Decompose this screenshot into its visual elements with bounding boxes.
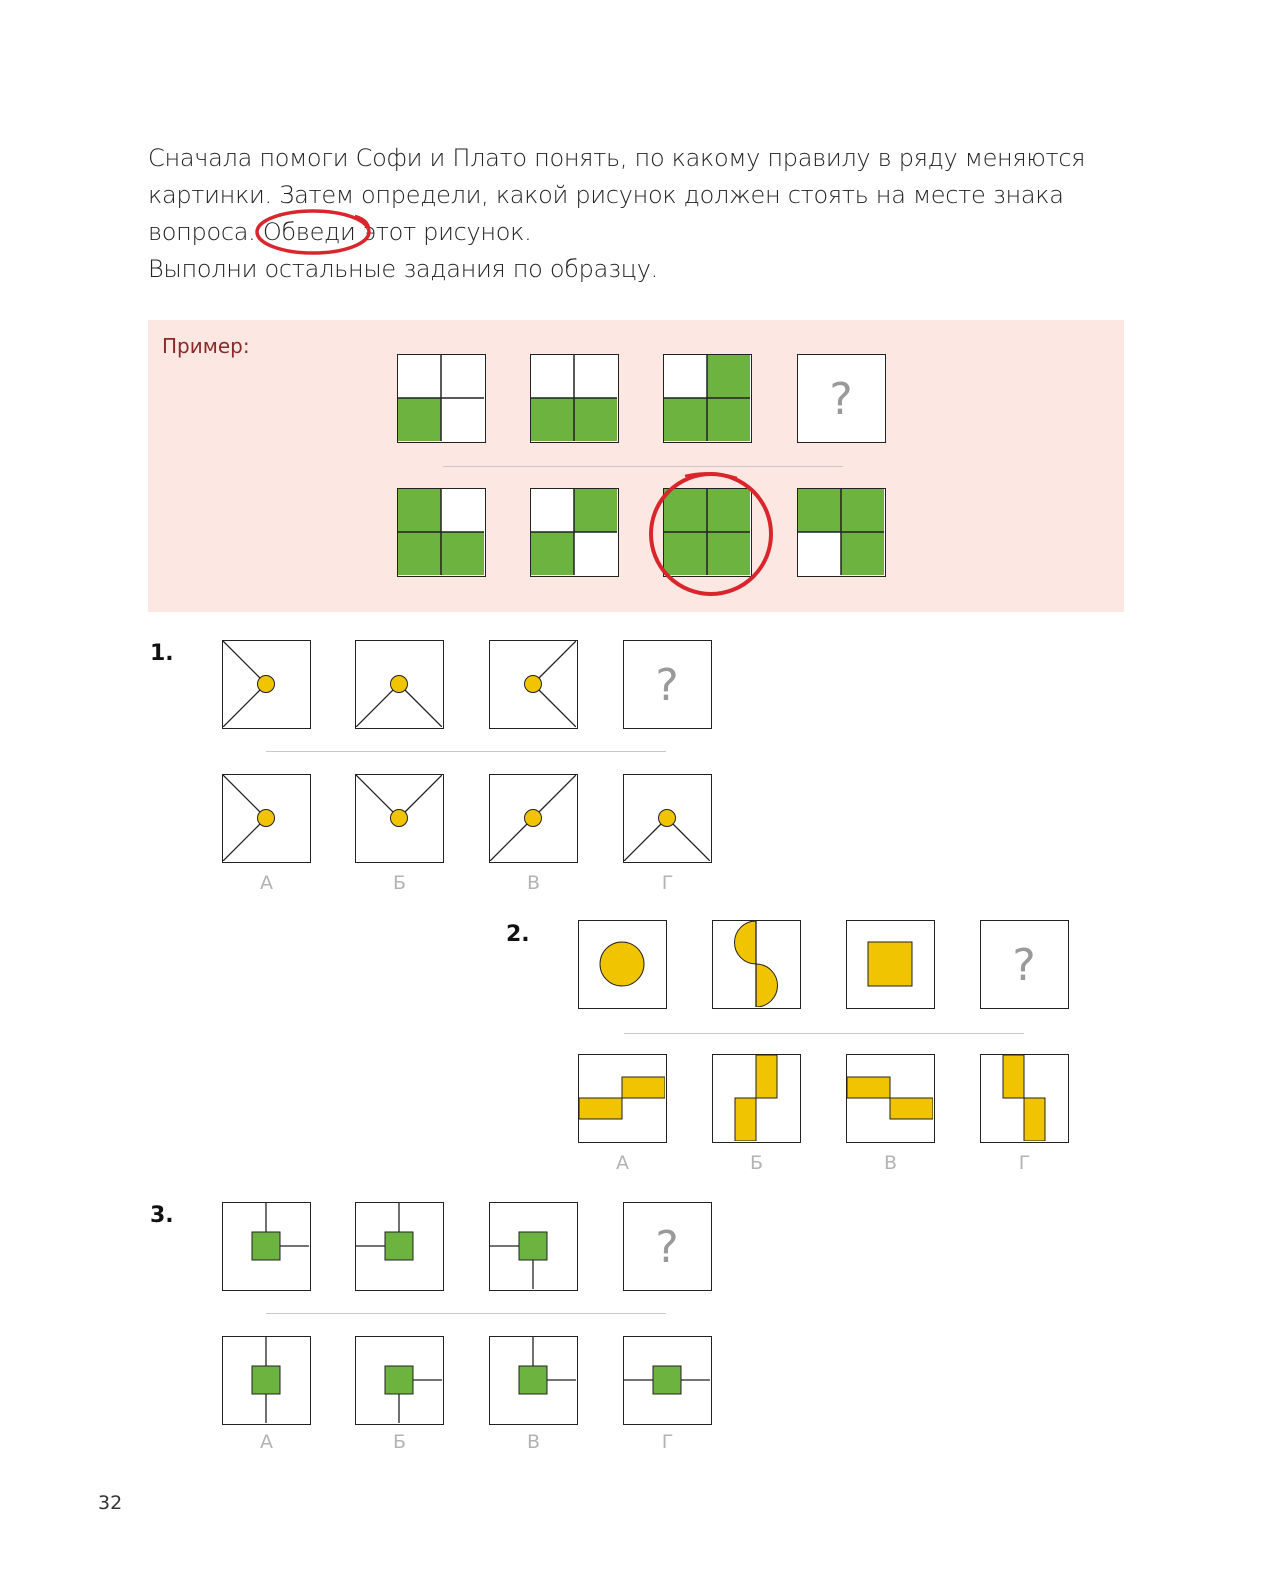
example-tile-1 [397, 354, 486, 443]
instruction-line-1: Сначала помоги Софи и Плато понять, по какому правилу в ряду меняются [148, 144, 1086, 172]
instruction-line-4: Выполни остальные задания по образцу. [148, 255, 658, 283]
task-2-answer-b[interactable] [712, 1054, 801, 1143]
task-3-letter-a: А [260, 1431, 273, 1453]
task-2-separator [624, 1033, 1024, 1034]
task-1-tile-3 [489, 640, 578, 729]
task-2-tile-3 [846, 920, 935, 1009]
question-mark: ? [655, 660, 679, 711]
task-3-letter-c: В [526, 1431, 541, 1453]
circled-word [263, 214, 356, 251]
task-1-letter-a: А [260, 872, 273, 894]
task-1-separator [266, 751, 666, 752]
task-2-number: 2. [506, 922, 530, 947]
task-1-tile-2 [355, 640, 444, 729]
example-answer-2[interactable] [530, 488, 619, 577]
task-2-letter-a: А [616, 1152, 629, 1174]
task-1-number: 1. [150, 641, 174, 666]
circled-word-text: Обведи [262, 218, 356, 246]
task-3-number: 3. [150, 1203, 174, 1228]
task-1-letter-c: В [526, 872, 541, 894]
task-2-answer-d[interactable] [980, 1054, 1069, 1143]
task-2-question-tile [980, 920, 1069, 1009]
question-mark: ? [1012, 940, 1036, 991]
task-2-answer-a[interactable] [578, 1054, 667, 1143]
example-separator [443, 466, 843, 467]
instruction-line-3-end: этот рисунок. [355, 218, 532, 246]
page-number: 32 [98, 1492, 123, 1514]
example-question-tile [797, 354, 886, 443]
task-3-answer-d[interactable] [623, 1336, 712, 1425]
task-3-letter-d: Г [661, 1431, 674, 1453]
instruction-line-2: картинки. Затем определи, какой рисунок должен стоять на месте знака [148, 181, 1064, 209]
task-3-answer-c[interactable] [489, 1336, 578, 1425]
task-3-tile-1 [222, 1202, 311, 1291]
task-1-tile-1 [222, 640, 311, 729]
example-answer-4[interactable] [797, 488, 886, 577]
answer-circle-icon [645, 468, 777, 600]
task-3-question-tile [623, 1202, 712, 1291]
example-answer-1[interactable] [397, 488, 486, 577]
task-3-letter-b: Б [392, 1431, 407, 1453]
example-tile-3 [663, 354, 752, 443]
task-1-letter-b: Б [392, 872, 407, 894]
task-2-tile-1 [578, 920, 667, 1009]
task-2-letter-c: В [883, 1152, 898, 1174]
task-1-question-tile [623, 640, 712, 729]
task-1-answer-a[interactable] [222, 774, 311, 863]
task-3-separator [266, 1313, 666, 1314]
instruction-line-3-start: вопроса. [148, 218, 263, 246]
question-mark: ? [655, 1222, 679, 1273]
task-2-letter-d: Г [1018, 1152, 1031, 1174]
example-label: Пример: [162, 334, 250, 358]
task-2-answer-c[interactable] [846, 1054, 935, 1143]
task-2-tile-2 [712, 920, 801, 1009]
task-3-answer-a[interactable] [222, 1336, 311, 1425]
task-1-answer-b[interactable] [355, 774, 444, 863]
task-3-answer-b[interactable] [355, 1336, 444, 1425]
task-1-letter-d: Г [661, 872, 674, 894]
instructions [148, 140, 1108, 288]
task-3-tile-2 [355, 1202, 444, 1291]
red-circle-icon [255, 206, 383, 258]
task-3-tile-3 [489, 1202, 578, 1291]
question-mark: ? [829, 374, 853, 425]
example-tile-2 [530, 354, 619, 443]
instruction-line-3 [148, 214, 1108, 251]
task-1-answer-d[interactable] [623, 774, 712, 863]
task-2-letter-b: Б [749, 1152, 764, 1174]
task-1-answer-c[interactable] [489, 774, 578, 863]
